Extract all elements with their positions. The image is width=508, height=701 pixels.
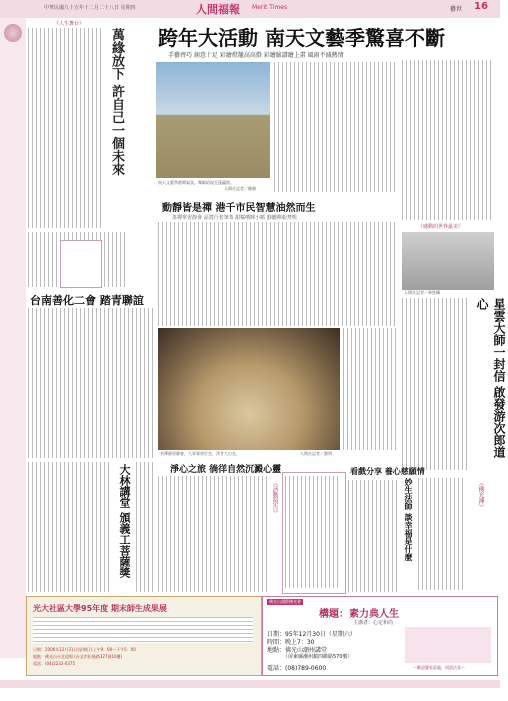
headline-drama: 看戲分享 養心慈願情	[350, 466, 425, 476]
tour-text	[158, 476, 268, 592]
letter-text	[402, 298, 470, 470]
headline-happiness: 妙生法師 談幸福是什麼	[404, 478, 414, 561]
drama-text	[348, 480, 398, 592]
dalin-right-text	[136, 462, 156, 592]
meditation-hall-photo	[158, 328, 340, 450]
university-ad-list	[33, 617, 253, 643]
column-left-text	[28, 28, 104, 228]
master-portrait-photo	[402, 232, 494, 290]
happiness-text	[418, 478, 466, 590]
headline-tainan: 台南善化二會 踏青聯誼	[30, 294, 144, 307]
dalin-text	[28, 462, 110, 592]
university-ad-title: 光大社區大學95年度 期末師生成果展	[33, 604, 167, 613]
lecture-ad-welcome: ～歡迎闔家蒞臨，同霑法喜～	[413, 665, 465, 670]
caption-hall-credit: 人間社記者／劉明	[300, 451, 332, 456]
caption-hall: 茶禪靜習靜會，大眾專習打坐，淨甘大自在。	[160, 451, 240, 456]
lecture-ad-phone: 電話：(08)789-0600	[267, 665, 327, 672]
masthead-page: 16	[474, 1, 488, 12]
masthead	[0, 0, 500, 18]
lecture-ad-address: （屏東縣潮州鎮四維路570號）	[283, 654, 353, 660]
buddha-logo-icon	[4, 24, 22, 42]
caption-fest-credit: 人間社記者／陳湘	[224, 186, 256, 191]
lecture-ad-right-box	[405, 627, 491, 663]
bottom-bar	[0, 680, 500, 688]
headline-letter: 星雲大師一封信 啟發游次郎道心	[475, 298, 506, 459]
headline-karma: 萬緣放下 許自己一個未來	[109, 28, 124, 176]
headline-zen-sub: 茶禪寧習靜會 品賞行者筆茶 甜糯嚐咪小點 靜聽禪曲梵唄	[172, 215, 297, 221]
left-strip	[0, 18, 26, 658]
column-left-label: 《人生舞台》	[54, 21, 85, 27]
lecture-ad-time: 時間：晚上7：30	[267, 639, 315, 646]
masthead-english: Merit Times	[252, 4, 288, 11]
hall-side-text	[343, 328, 397, 450]
lecture-ad-place: 地點：佛光山潮州講堂	[267, 647, 328, 654]
right-column-text	[402, 60, 494, 220]
headline-main: 跨年大活動 南天文藝季驚喜不斷	[158, 26, 445, 50]
lecture-ad-speaker: 主講者：心定和尚	[353, 620, 394, 626]
caption-fest: 南天文藝季熱鬧氣氛，舞師給現至蓬瀛熱。	[158, 180, 234, 185]
lecture-ad-date: 日期：95年12月30日（星期六）	[267, 631, 356, 638]
headline-lecture: 大林講堂 頒義工菩薩獎	[118, 464, 131, 578]
lecture-ad-title: 構題：素力典人生	[319, 609, 399, 620]
masthead-logo: 人間福報	[196, 3, 240, 16]
headline-main-sub: 手藝齊巧 創意十足 彩繪燈籠高高掛 彩繪臉譜繪上畫 風雨不減熱情	[168, 52, 344, 59]
column-guangming-label: 《佛光禪》	[477, 480, 484, 510]
lecture-ad-org: 佛光山國際佛光會	[269, 599, 301, 604]
fest-text	[274, 62, 398, 192]
zen-text	[158, 222, 396, 326]
activity-text	[285, 476, 341, 588]
masthead-section: 藝世	[450, 6, 463, 13]
masthead-date: 中華民國九十五年十二月二十八日 星期四	[44, 5, 136, 11]
headline-zen: 動靜皆是禪 港千市民智慧油然而生	[162, 203, 316, 214]
university-ad-phone: 電話：(04)2232-0375	[33, 661, 76, 666]
lecture-ad	[262, 596, 498, 676]
university-ad-place: 地點：佛光山台北道場 (台北市松隆路327號10樓)	[33, 654, 123, 659]
university-ad	[26, 596, 262, 676]
column-world-label: 《感動的世界最美》	[418, 224, 464, 230]
tainan-text	[28, 308, 154, 458]
caption-man-credit: 人間社記者／林姓攝	[404, 290, 440, 295]
headline-tour: 淨心之旅 徜徉自然沉澱心靈	[170, 465, 282, 475]
quote-box	[60, 240, 102, 288]
festival-photo	[156, 62, 270, 178]
university-ad-time: 日期：2006年12月31日(星期日)上午9：00～下午5：00	[33, 647, 136, 652]
column-activity-label: 《活動預告》	[271, 480, 278, 516]
